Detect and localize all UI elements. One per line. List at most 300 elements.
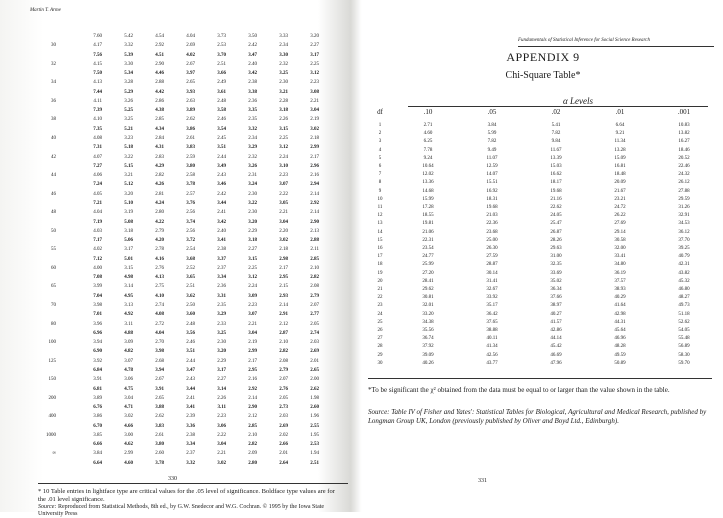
f-table-cell: 3.56 (186, 330, 195, 336)
header-rule (518, 46, 714, 47)
f-table-cell: 3.32 (186, 460, 195, 466)
f-table-cell: 2.67 (155, 377, 164, 383)
f-table-cell: 3.02 (217, 460, 226, 466)
f-table-cell: 3.17 (124, 247, 133, 253)
chi-table-cell: 59.70 (678, 360, 690, 366)
chi-table-df: 26 (377, 328, 383, 333)
chi-table-cell: 11.07 (486, 155, 498, 161)
chi-table-cell: 22.46 (678, 164, 690, 169)
f-table-cell: 2.19 (248, 340, 257, 346)
chi-table-cell: 9.49 (487, 147, 497, 153)
chi-table-cell: 25.47 (550, 221, 562, 227)
f-table-cell: 5.10 (124, 200, 133, 206)
chi-table-df: 2 (378, 131, 382, 137)
f-table-cell: 2.25 (248, 265, 257, 271)
f-table-cell: 3.94 (155, 367, 164, 373)
chi-table-cell: 37.57 (614, 278, 626, 284)
chi-table-cell: 45.42 (550, 344, 562, 350)
left-source-label: Source: (38, 504, 57, 510)
f-table-cell: 4.54 (155, 34, 164, 39)
f-table-cell: 4.04 (93, 210, 102, 216)
chi-table-cell: 27.69 (614, 221, 626, 227)
chi-table-cell: 4.60 (423, 131, 433, 137)
f-table-cell: 2.28 (279, 98, 288, 104)
f-table-cell: 4.10 (155, 293, 164, 299)
f-table-cell: 3.85 (93, 432, 102, 438)
chi-table-cell: 31.26 (678, 205, 690, 210)
f-table-cell: 2.84 (155, 136, 164, 142)
f-table-df: 48 (51, 210, 56, 216)
chi-table-cell: 41.34 (486, 344, 498, 350)
f-table-row (38, 340, 343, 346)
f-table-cell: 3.42 (248, 71, 257, 77)
f-table-cell: 4.31 (155, 145, 164, 151)
chi-table-cell: 40.11 (486, 336, 498, 342)
f-table-cell: 3.38 (248, 89, 257, 95)
f-table-cell: 3.09 (248, 293, 257, 299)
f-table-cell: 4.34 (155, 126, 164, 132)
chi-table-cell: 26.22 (614, 213, 626, 219)
f-table-cell: 4.15 (93, 61, 102, 67)
chi-table-cell: 24.32 (678, 172, 690, 178)
f-table-cell: 6.90 (93, 349, 102, 355)
f-table-cell: 2.23 (310, 80, 319, 86)
f-table-cell: 2.39 (186, 414, 195, 420)
f-table-cell: 2.48 (186, 321, 195, 327)
f-table-cell: 2.82 (248, 442, 257, 448)
f-table-row (38, 312, 343, 318)
f-table-cell: 3.28 (124, 80, 133, 86)
chi-table-cell: 39.25 (678, 246, 690, 251)
f-table-cell: 1.96 (310, 414, 319, 420)
f-table-cell: 2.17 (248, 358, 257, 364)
f-table-cell: 3.80 (186, 163, 195, 169)
chi-table-df: 5 (378, 155, 382, 161)
chi-table-col-header: .01 (615, 108, 625, 116)
f-table-cell: 6.96 (93, 330, 102, 336)
chi-table-df: 3 (378, 139, 382, 145)
f-table-cell: 3.72 (186, 238, 195, 244)
f-table-cell: 3.13 (124, 303, 133, 309)
f-table-cell: 3.35 (248, 108, 257, 114)
chi-table-cell: 36.12 (678, 229, 690, 235)
f-table-cell: 3.92 (93, 358, 102, 364)
chi-table-cell: 25.99 (422, 262, 434, 268)
f-table-cell: 2.95 (279, 275, 288, 281)
chi-table-cell: 29.14 (614, 229, 626, 235)
appendix-title: APPENDIX 9 (506, 50, 580, 64)
f-table-cell: 2.90 (155, 61, 164, 67)
chi-table-cell: 16.62 (550, 172, 562, 178)
f-table-cell: 5.15 (124, 163, 133, 169)
f-table-cell: 2.30 (248, 191, 257, 197)
f-table-row (38, 349, 343, 355)
f-table-cell: 2.12 (248, 414, 257, 420)
f-table-cell: 2.24 (248, 284, 257, 290)
f-table-cell: 3.20 (124, 191, 133, 197)
chi-table-row (368, 270, 718, 277)
f-table-cell: 2.60 (310, 405, 319, 411)
f-table-cell: 2.80 (155, 210, 164, 216)
f-table-cell: 2.18 (310, 136, 319, 142)
chi-table-cell: 38.93 (614, 287, 626, 292)
f-table-cell: 2.94 (310, 182, 319, 188)
f-table-cell: 3.91 (155, 386, 164, 392)
f-table-cell: 3.17 (310, 52, 319, 58)
chi-table-col-header: df (377, 108, 383, 116)
f-table-cell: 2.75 (155, 284, 164, 290)
f-table-cell: 2.10 (248, 432, 257, 438)
chi-table-cell: 7.82 (487, 139, 497, 145)
chi-table-cell: 9.21 (615, 131, 625, 137)
chi-table-row (368, 335, 718, 342)
chi-table-cell: 40.79 (678, 254, 690, 260)
f-table-cell: 3.05 (279, 200, 288, 206)
f-table-cell: 2.56 (186, 210, 195, 216)
f-table-cell: 3.51 (217, 145, 226, 151)
f-table-cell: 2.16 (248, 377, 257, 383)
f-table-row (38, 155, 343, 161)
f-table-row (38, 136, 343, 142)
chi-table-cell: 15.09 (614, 155, 626, 161)
f-table-cell: 3.14 (124, 284, 133, 290)
chi-table-cell: 26.87 (550, 229, 562, 235)
f-table-cell: 2.54 (186, 247, 195, 253)
chi-table-row (368, 163, 718, 170)
f-table-cell: 2.85 (155, 117, 164, 123)
f-table-row (38, 405, 343, 411)
f-table-row (38, 387, 343, 393)
f-table-cell: 7.44 (93, 89, 102, 95)
f-table-cell: 4.07 (93, 154, 102, 160)
f-table-df: 36 (51, 98, 56, 104)
f-table-cell: 2.53 (217, 43, 226, 49)
chi-table-cell: 32.91 (678, 213, 690, 219)
f-table-cell: 2.03 (279, 414, 288, 420)
f-table-cell: 3.50 (248, 34, 257, 39)
chi-table-col-header: .05 (487, 108, 497, 116)
chi-table-cell: 28.87 (486, 262, 498, 268)
f-table-row (38, 396, 343, 402)
chi-table-cell: 21.06 (422, 229, 434, 235)
f-table-cell: 2.17 (279, 265, 288, 271)
chi-table-df: 17 (377, 254, 383, 260)
footnote-rule (38, 483, 348, 484)
f-table-row (38, 359, 343, 365)
f-table-cell: 2.14 (248, 395, 257, 401)
chi-table-cell: 13.82 (678, 131, 690, 137)
f-table-cell: 2.30 (217, 340, 226, 346)
chi-table-row (368, 311, 718, 318)
f-table-cell: 3.42 (217, 219, 226, 225)
f-table-cell: 3.70 (217, 52, 226, 58)
f-table-cell: 3.80 (155, 442, 164, 448)
f-table-cell: 6.81 (93, 386, 102, 392)
chi-table-cell: 26.30 (486, 246, 498, 251)
f-table-cell: 3.06 (217, 423, 226, 429)
f-table-cell: 3.58 (217, 108, 226, 114)
f-table-row (38, 192, 343, 198)
f-table-cell: 4.10 (93, 117, 102, 123)
chi-table-cell: 22.31 (422, 237, 434, 243)
chi-table-row (368, 319, 718, 326)
f-table-cell: 5.25 (124, 108, 133, 114)
f-table-cell: 7.39 (93, 108, 102, 114)
chi-table-cell: 39.09 (422, 352, 434, 358)
f-table-row (38, 182, 343, 188)
f-table-cell: 4.16 (155, 256, 164, 262)
f-table-cell: 7.50 (93, 71, 102, 77)
f-table-cell: 4.29 (155, 163, 164, 169)
f-table-cell: 2.91 (279, 312, 288, 318)
chi-table-df: 19 (377, 270, 383, 276)
chi-table-cell: 20.52 (678, 155, 690, 161)
chi-table-cell: 23.68 (486, 229, 498, 235)
f-table-cell: 2.68 (155, 358, 164, 364)
chi-table-row (368, 155, 718, 162)
f-table-cell: 2.24 (279, 154, 288, 160)
f-table-cell: 3.25 (124, 117, 133, 123)
chi-table-row (368, 147, 718, 154)
chi-table-cell: 54.05 (678, 328, 690, 333)
chi-table-df: 21 (377, 287, 383, 292)
f-table-cell: 5.06 (124, 238, 133, 244)
chi-table-cell: 19.68 (486, 205, 498, 210)
f-table-cell: 3.15 (248, 256, 257, 262)
f-table-cell: 2.77 (310, 312, 319, 318)
f-table-df: 200 (48, 395, 56, 401)
chi-table-df: 18 (377, 262, 383, 268)
f-table-cell: 3.11 (124, 321, 133, 327)
f-table-cell: 2.01 (279, 451, 288, 457)
chi-square-table (368, 108, 718, 368)
chi-table-cell: 16.81 (614, 164, 626, 169)
chi-table-df: 20 (377, 278, 383, 284)
chi-table-cell: 30.58 (614, 237, 626, 243)
chi-table-cell: 31.41 (486, 278, 498, 284)
f-table-cell: 4.38 (155, 108, 164, 114)
f-table-row (38, 62, 343, 68)
f-table-row (38, 377, 343, 383)
right-footnote: *To be significant the χ² obtained from the data must be equal to or larger than the value shown in the table. (368, 386, 670, 394)
chi-table-cell: 23.54 (422, 246, 434, 251)
chi-table-cell: 35.56 (422, 328, 434, 333)
f-table-cell: 3.86 (186, 126, 195, 132)
f-table-cell: 2.49 (217, 80, 226, 86)
chi-square-title: Chi-Square Table* (505, 70, 581, 81)
f-table-cell: 2.92 (310, 200, 319, 206)
f-table-cell: 3.12 (279, 145, 288, 151)
chi-table-df: 25 (377, 319, 383, 325)
f-table-cell: 3.29 (248, 145, 257, 151)
f-table-row (38, 90, 343, 96)
f-table-cell: 2.43 (186, 377, 195, 383)
f-table-cell: 3.04 (248, 330, 257, 336)
chi-table-cell: 36.19 (614, 270, 626, 276)
f-table-cell: 3.25 (279, 71, 288, 77)
f-table-cell: 2.83 (155, 154, 164, 160)
chi-table-cell: 48.27 (678, 295, 690, 301)
f-table-cell: 2.46 (186, 340, 195, 346)
f-table-row (38, 34, 343, 40)
f-table-df: 40 (51, 136, 56, 142)
table-bottom-rule (368, 378, 712, 379)
chi-table-cell: 46.80 (678, 287, 690, 292)
f-table-cell: 2.88 (310, 238, 319, 244)
f-table-cell: 2.00 (310, 377, 319, 383)
f-table-cell: 2.21 (279, 210, 288, 216)
chi-table-cell: 2.71 (423, 123, 433, 128)
f-table-row (38, 80, 343, 86)
f-table-cell: 5.01 (124, 256, 133, 262)
chi-table-cell: 9.24 (423, 155, 433, 161)
f-table-cell: 3.15 (279, 126, 288, 132)
f-table-cell: 3.02 (124, 414, 133, 420)
f-table-cell: 2.55 (310, 423, 319, 429)
f-table-row (38, 210, 343, 216)
f-table-cell: 3.07 (124, 358, 133, 364)
f-table-cell: 2.23 (248, 303, 257, 309)
f-table-cell: 3.26 (248, 163, 257, 169)
f-table-cell: 7.19 (93, 219, 102, 225)
chi-table-cell: 43.82 (678, 270, 690, 276)
f-table-cell: 2.08 (279, 358, 288, 364)
f-table-cell: 3.46 (217, 182, 226, 188)
f-table-cell: 3.41 (186, 405, 195, 411)
chi-table-cell: 46.69 (550, 352, 562, 358)
f-table-row (38, 331, 343, 337)
f-table-cell: 3.04 (124, 395, 133, 401)
f-table-cell: 2.51 (186, 284, 195, 290)
chi-table-cell: 25.00 (486, 237, 498, 243)
left-footnote: * 10 Table entries in lightface type are critical values for the .05 level of significance. Boldface type values are for the .01 level significance. (38, 488, 335, 503)
f-table-cell: 3.83 (155, 423, 164, 429)
f-table-cell: 3.04 (310, 108, 319, 114)
chi-table-cell: 38.97 (550, 303, 562, 309)
chi-table-df: 1 (378, 123, 382, 128)
f-table-cell: 2.76 (155, 265, 164, 271)
f-table-row (38, 257, 343, 263)
f-table-cell: 3.32 (124, 43, 133, 49)
f-table-cell: 2.36 (217, 284, 226, 290)
f-table-cell: 3.37 (217, 256, 226, 262)
f-table-cell: 3.83 (186, 145, 195, 151)
author-running-head: Martin T. Arme (30, 8, 61, 13)
chi-table-cell: 12.59 (486, 164, 498, 169)
chi-table-cell: 42.86 (550, 328, 562, 333)
f-table-cell: 7.31 (93, 145, 102, 151)
f-table-cell: 2.35 (217, 303, 226, 309)
f-table-cell: 3.34 (186, 442, 195, 448)
f-table-cell: 2.65 (186, 80, 195, 86)
f-table-cell: 2.44 (186, 358, 195, 364)
chi-table-cell: 32.67 (486, 287, 498, 292)
f-table-cell: 2.85 (310, 256, 319, 262)
f-table-row (38, 238, 343, 244)
f-table-cell: 2.99 (248, 349, 257, 355)
f-table-cell: 3.15 (124, 265, 133, 271)
f-table-cell: 2.58 (186, 173, 195, 179)
chi-table-cell: 37.92 (422, 344, 434, 350)
chi-table-cell: 40.27 (550, 311, 562, 317)
f-table-row (38, 201, 343, 207)
chi-table-cell: 40.26 (422, 360, 434, 366)
f-table-cell: 2.85 (248, 423, 257, 429)
f-table-cell: 2.03 (310, 340, 319, 346)
chi-table-cell: 44.14 (550, 336, 562, 342)
f-table-cell: 2.14 (279, 303, 288, 309)
f-table-cell: 2.61 (186, 136, 195, 142)
chi-table-row (368, 179, 718, 186)
f-table-cell: 3.36 (186, 423, 195, 429)
chi-table-cell: 22.36 (486, 221, 498, 227)
f-table-cell: 2.40 (248, 61, 257, 67)
f-table-cell: 3.60 (186, 312, 195, 318)
left-source-text: Reproduced from Statistical Methods, 8th ed., by G.W. Snedecor and W.G. Cochran. © 1995 by the Iowa State University Press (38, 504, 325, 517)
f-table-cell: 2.16 (310, 173, 319, 179)
chi-table-df: 8 (378, 180, 382, 186)
f-table-cell: 3.32 (248, 126, 257, 132)
f-table-cell: 6.70 (93, 423, 102, 429)
f-table-cell: 2.93 (279, 293, 288, 299)
chi-table-cell: 51.18 (678, 311, 690, 317)
f-table-cell: 2.79 (310, 293, 319, 299)
f-table-cell: 2.92 (248, 386, 257, 392)
f-table-row (38, 43, 343, 49)
f-table-cell: 2.17 (310, 154, 319, 160)
chi-table-cell: 42.31 (678, 262, 690, 268)
f-table-cell: 6.76 (93, 405, 102, 411)
f-table-cell: 2.73 (279, 405, 288, 411)
chi-table-cell: 21.16 (550, 196, 562, 202)
chi-table-cell: 56.89 (678, 344, 690, 350)
f-table-cell: 2.15 (279, 284, 288, 290)
f-table-cell: 2.13 (310, 228, 319, 234)
chi-table-cell: 47.96 (550, 360, 562, 366)
chi-table-cell: 27.20 (422, 270, 434, 276)
f-table-cell: 3.93 (186, 89, 195, 95)
chi-table-cell: 45.32 (678, 278, 690, 284)
f-table-cell: 2.34 (279, 43, 288, 49)
f-table-cell: 4.06 (93, 173, 102, 179)
f-table-cell: 3.78 (155, 460, 164, 466)
chi-table-cell: 17.28 (422, 205, 434, 210)
f-table-cell: 3.12 (310, 71, 319, 77)
f-table-row (38, 71, 343, 77)
f-table-cell: 3.74 (186, 219, 195, 225)
chi-table-df: 9 (378, 188, 382, 194)
f-table-row (38, 247, 343, 253)
f-table-cell: 3.12 (248, 275, 257, 281)
f-table-cell: 2.98 (279, 256, 288, 262)
f-table-cell: 2.81 (155, 191, 164, 197)
chi-table-cell: 41.57 (550, 319, 562, 325)
f-table-cell: 2.14 (310, 210, 319, 216)
f-table-cell: 4.13 (93, 80, 102, 86)
f-table-cell: 3.84 (93, 451, 102, 457)
chi-table-df: 16 (377, 246, 383, 251)
f-table-cell: 4.98 (124, 275, 133, 281)
f-table-cell: 2.60 (155, 451, 164, 457)
f-table-cell: 2.50 (186, 303, 195, 309)
f-table-row (38, 173, 343, 179)
chi-table-cell: 43.77 (486, 360, 498, 366)
chi-table-cell: 37.65 (486, 319, 498, 325)
chi-table-cell: 52.62 (678, 319, 690, 325)
chi-table-cell: 14.07 (486, 172, 498, 178)
f-table-cell: 3.18 (248, 238, 257, 244)
f-table-cell: 7.21 (93, 200, 102, 206)
